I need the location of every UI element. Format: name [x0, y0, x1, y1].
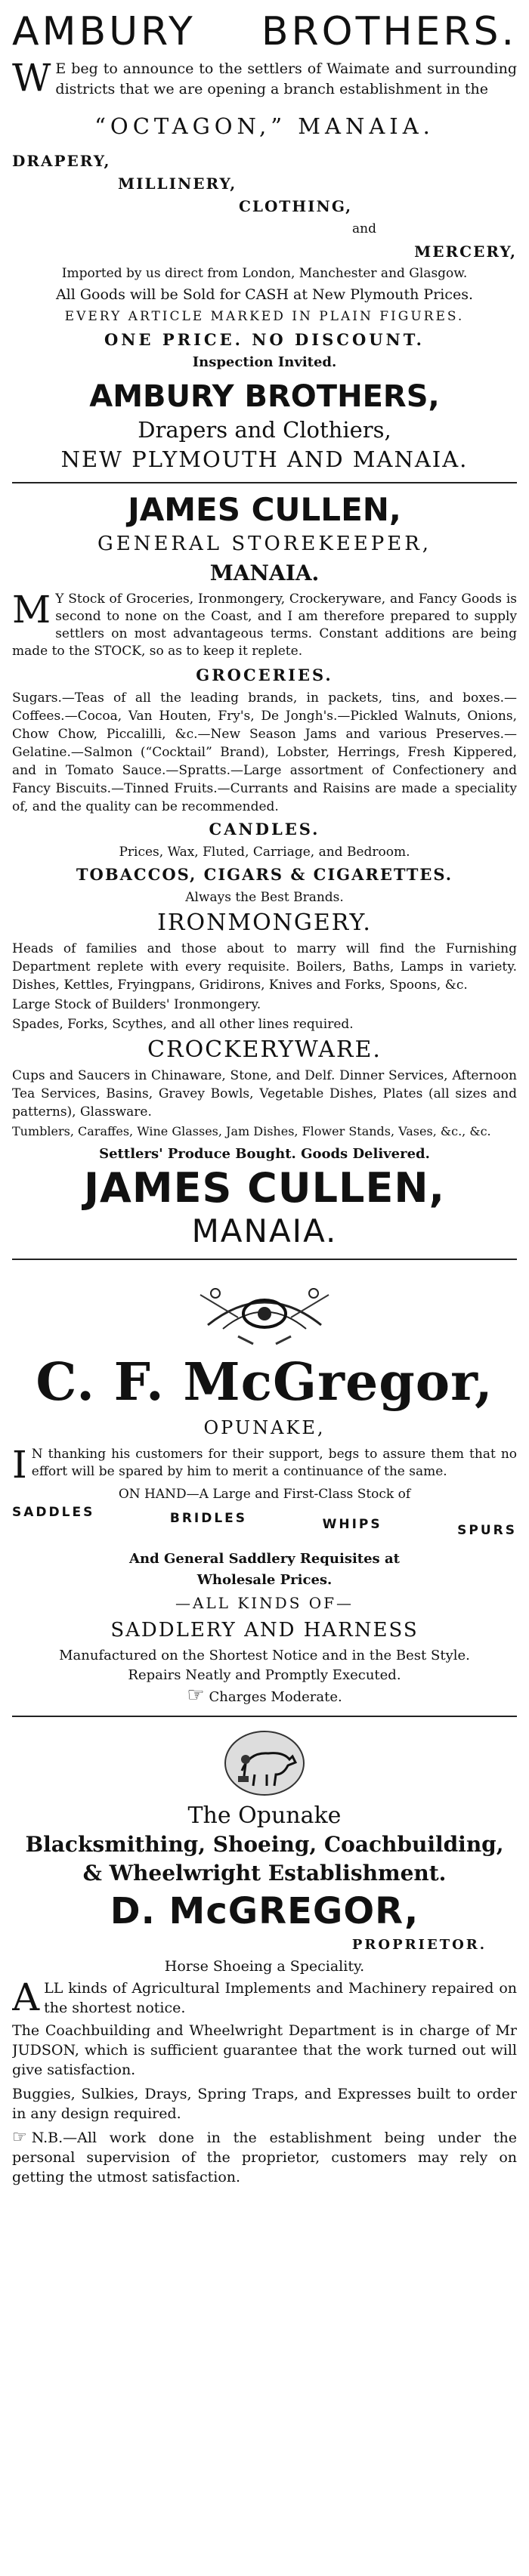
- goods-whips: WHIPS: [322, 1517, 382, 1532]
- repairs-line: Repairs Neatly and Promptly Executed.: [128, 1667, 401, 1683]
- charges-line: [12, 1686, 517, 1707]
- divider-3: [12, 1716, 517, 1717]
- manufactured-line: Manufactured on the Shortest Notice and in the Best Style.: [59, 1648, 470, 1663]
- ambury-intro-text: E beg to announce to the settlers of Waimate and surrounding districts that we are opening a branch establishment in the: [55, 60, 517, 97]
- cullen-dropcap: M: [12, 588, 51, 632]
- ambury-heading-left: AMBURY: [12, 9, 196, 54]
- coach-department: The Coachbuilding and Wheelwright Department is in charge of Mr JUDSON, which is sufficient guarantee that the work turned out will give satisfaction.: [12, 2022, 517, 2078]
- ambury-imported: Imported by us direct from London, Manchester and Glasgow.: [61, 266, 468, 281]
- d-mcgregor-intro-text: LL kinds of Agricultural Implements and Machinery repaired on the shortest notice.: [44, 1980, 517, 2016]
- groceries-text: Sugars.—Teas of all the leading brands, in packets, tins, and boxes.—Coffees.—Cocoa, Van Houten, Fry's, De Jongh's.—Pickled Walnuts, Onions, Chow Chow, Piccalilli, &c.—New Season Jams and various Preserves.—Gelatine.—Salmon (“Cocktail” Brand), Lobster, Herrings, Fresh Kippered, and in Tomato Sauce.—Spratts.—Large assortment of Confectionery and Fancy Biscuits.—Tinned Fruits.—Currants and Raisins are made a speciality of, and the quality can be recommended.: [12, 690, 517, 814]
- cullen-intro: [12, 588, 517, 660]
- cf-mcgregor-on-hand: ON HAND—A Large and First-Class Stock of: [118, 1487, 411, 1502]
- ambury-one-price: ONE PRICE. NO DISCOUNT.: [104, 330, 425, 349]
- all-kinds-of: —ALL KINDS OF—: [175, 1594, 354, 1612]
- tobacco-heading: TOBACCOS, CIGARS & CIGARETTES.: [76, 865, 453, 884]
- ironmongery-text: Heads of families and those about to marry will find the Furnishing Department replete with every requisite. Boilers, Baths, Lamps in variety. Dishes, Kettles, Fryingpans, Gridirons, Knives and Forks, Spoons, &c.: [12, 941, 517, 993]
- james-cullen-ad: [12, 491, 517, 1251]
- saddlery-and-harness: SADDLERY AND HARNESS: [110, 1619, 419, 1642]
- line-drapery: DRAPERY,: [12, 152, 111, 170]
- ambury-towns: NEW PLYMOUTH AND MANAIA.: [60, 446, 469, 472]
- ambury-cash: All Goods will be Sold for CASH at New Plymouth Prices.: [55, 286, 474, 303]
- d-mcgregor-name: D. McGREGOR,: [110, 1890, 419, 1932]
- cullen-storekeeper: GENERAL STOREKEEPER,: [97, 533, 432, 555]
- line-mercery: MERCERY,: [414, 242, 517, 261]
- goods-spurs: SPURS: [457, 1523, 517, 1538]
- cullen-intro-text: Y Stock of Groceries, Ironmongery, Crockeryware, and Fancy Goods is second to none on the Coast, and I am therefore prepared to supply settlers on most advantageous terms. Constant additions are being made to the STOCK, so as to keep it replete.: [12, 591, 517, 659]
- cf-mcgregor-ad: [12, 1268, 517, 1708]
- octagon-manaia: “OCTAGON,” MANAIA.: [94, 113, 435, 139]
- ironmongery-line-3: Spades, Forks, Scythes, and all other lines required.: [12, 1017, 354, 1032]
- cf-mcgregor-name: C. F. McGregor,: [36, 1352, 493, 1413]
- divider-1: [12, 482, 517, 483]
- opunake-title: The Opunake: [187, 1802, 342, 1829]
- blacksmith-engraving: [12, 1729, 517, 1797]
- saddlery-goods-row: [12, 1505, 517, 1538]
- cf-mcgregor-intro-text: N thanking his customers for their support, begs to assure them that no effort will be spared by him to merit a continuance of the same.: [31, 1447, 517, 1479]
- ambury-marked: EVERY ARTICLE MARKED IN PLAIN FIGURES.: [64, 309, 465, 324]
- groceries-heading: GROCERIES.: [196, 666, 333, 684]
- cf-mcgregor-intro: [12, 1443, 517, 1487]
- candles-heading: CANDLES.: [209, 820, 320, 839]
- divider-2: [12, 1259, 517, 1260]
- cullen-name-bottom: JAMES CULLEN,: [83, 1164, 446, 1212]
- goods-bridles: BRIDLES: [169, 1511, 248, 1526]
- ambury-goods-list: [12, 150, 517, 263]
- buggies-line: Buggies, Sulkies, Drays, Spring Traps, and Expresses built to order in any design required.: [12, 2086, 517, 2122]
- line-millinery: MILLINERY,: [118, 175, 237, 193]
- saddle-emblem-icon: [193, 1272, 336, 1348]
- pointing-hand-icon: ☞: [187, 1684, 205, 1707]
- d-mcgregor-ad: [12, 1725, 517, 2188]
- cf-mcgregor-dropcap: I: [12, 1443, 27, 1487]
- ambury-brothers-ad: [12, 8, 517, 474]
- ambury-name-2: AMBURY BROTHERS,: [89, 379, 440, 414]
- nb-text: N.B.—All work done in the establishment being under the personal supervision of the proprietor, customers may rely on getting the utmost satisfaction.: [12, 2130, 517, 2185]
- goods-saddles: SADDLES: [12, 1505, 95, 1520]
- ambury-drapers: Drapers and Clothiers,: [138, 417, 391, 443]
- ambury-heading-right: BROTHERS.: [261, 9, 517, 54]
- ambury-intro: [12, 56, 517, 100]
- d-mcgregor-dropcap: A: [12, 1975, 40, 2019]
- wholesale-prices: Wholesale Prices.: [196, 1572, 333, 1588]
- cullen-town-bottom: MANAIA.: [191, 1212, 338, 1249]
- d-mcgregor-proprietor: PROPRIETOR.: [351, 1937, 487, 1953]
- crockery-line-2: Tumblers, Caraffes, Wine Glasses, Jam Dishes, Flower Stands, Vases, &c., &c.: [12, 1124, 491, 1138]
- cullen-name: JAMES CULLEN,: [128, 491, 401, 528]
- tobacco-text: Always the Best Brands.: [185, 890, 344, 905]
- horse-shoeing-illustration-icon: [223, 1729, 306, 1797]
- horse-shoeing-line: Horse Shoeing a Speciality.: [164, 1958, 365, 1975]
- ironmongery-line-2: Large Stock of Builders' Ironmongery.: [12, 997, 261, 1012]
- ironmongery-heading: IRONMONGERY.: [157, 910, 372, 936]
- candles-text: Prices, Wax, Fluted, Carriage, and Bedroom.: [119, 845, 410, 860]
- cf-mcgregor-town: OPUNAKE,: [203, 1417, 326, 1438]
- d-mcgregor-intro: [12, 1975, 517, 2019]
- ambury-dropcap: W: [12, 56, 51, 100]
- crockery-heading: CROCKERYWARE.: [147, 1036, 382, 1063]
- ambury-inspection: Inspection Invited.: [192, 354, 337, 370]
- ambury-heading: [12, 8, 517, 56]
- nb-pointing-hand-icon: ☞: [12, 2128, 27, 2147]
- nb-line: [12, 2128, 517, 2187]
- crockery-text: Cups and Saucers in Chinaware, Stone, and Delf. Dinner Services, Afternoon Tea Services, Basins, Gravey Bowls, Vegetable Dishes, Plates (all sizes and patterns), Glassware.: [12, 1068, 517, 1120]
- establishment-title-2: & Wheelwright Establishment.: [82, 1861, 447, 1886]
- cullen-town: MANAIA.: [209, 561, 320, 585]
- charges-text: Charges Moderate.: [209, 1689, 342, 1705]
- saddlery-requisites: And General Saddlery Requisites at: [129, 1551, 400, 1567]
- line-clothing: CLOTHING,: [239, 197, 353, 215]
- saddlery-emblem: [12, 1272, 517, 1348]
- line-and: and: [352, 221, 376, 236]
- establishment-title-1: Blacksmithing, Shoeing, Coachbuilding,: [25, 1832, 504, 1857]
- cullen-produce: Settlers' Produce Bought. Goods Delivered.: [99, 1146, 430, 1162]
